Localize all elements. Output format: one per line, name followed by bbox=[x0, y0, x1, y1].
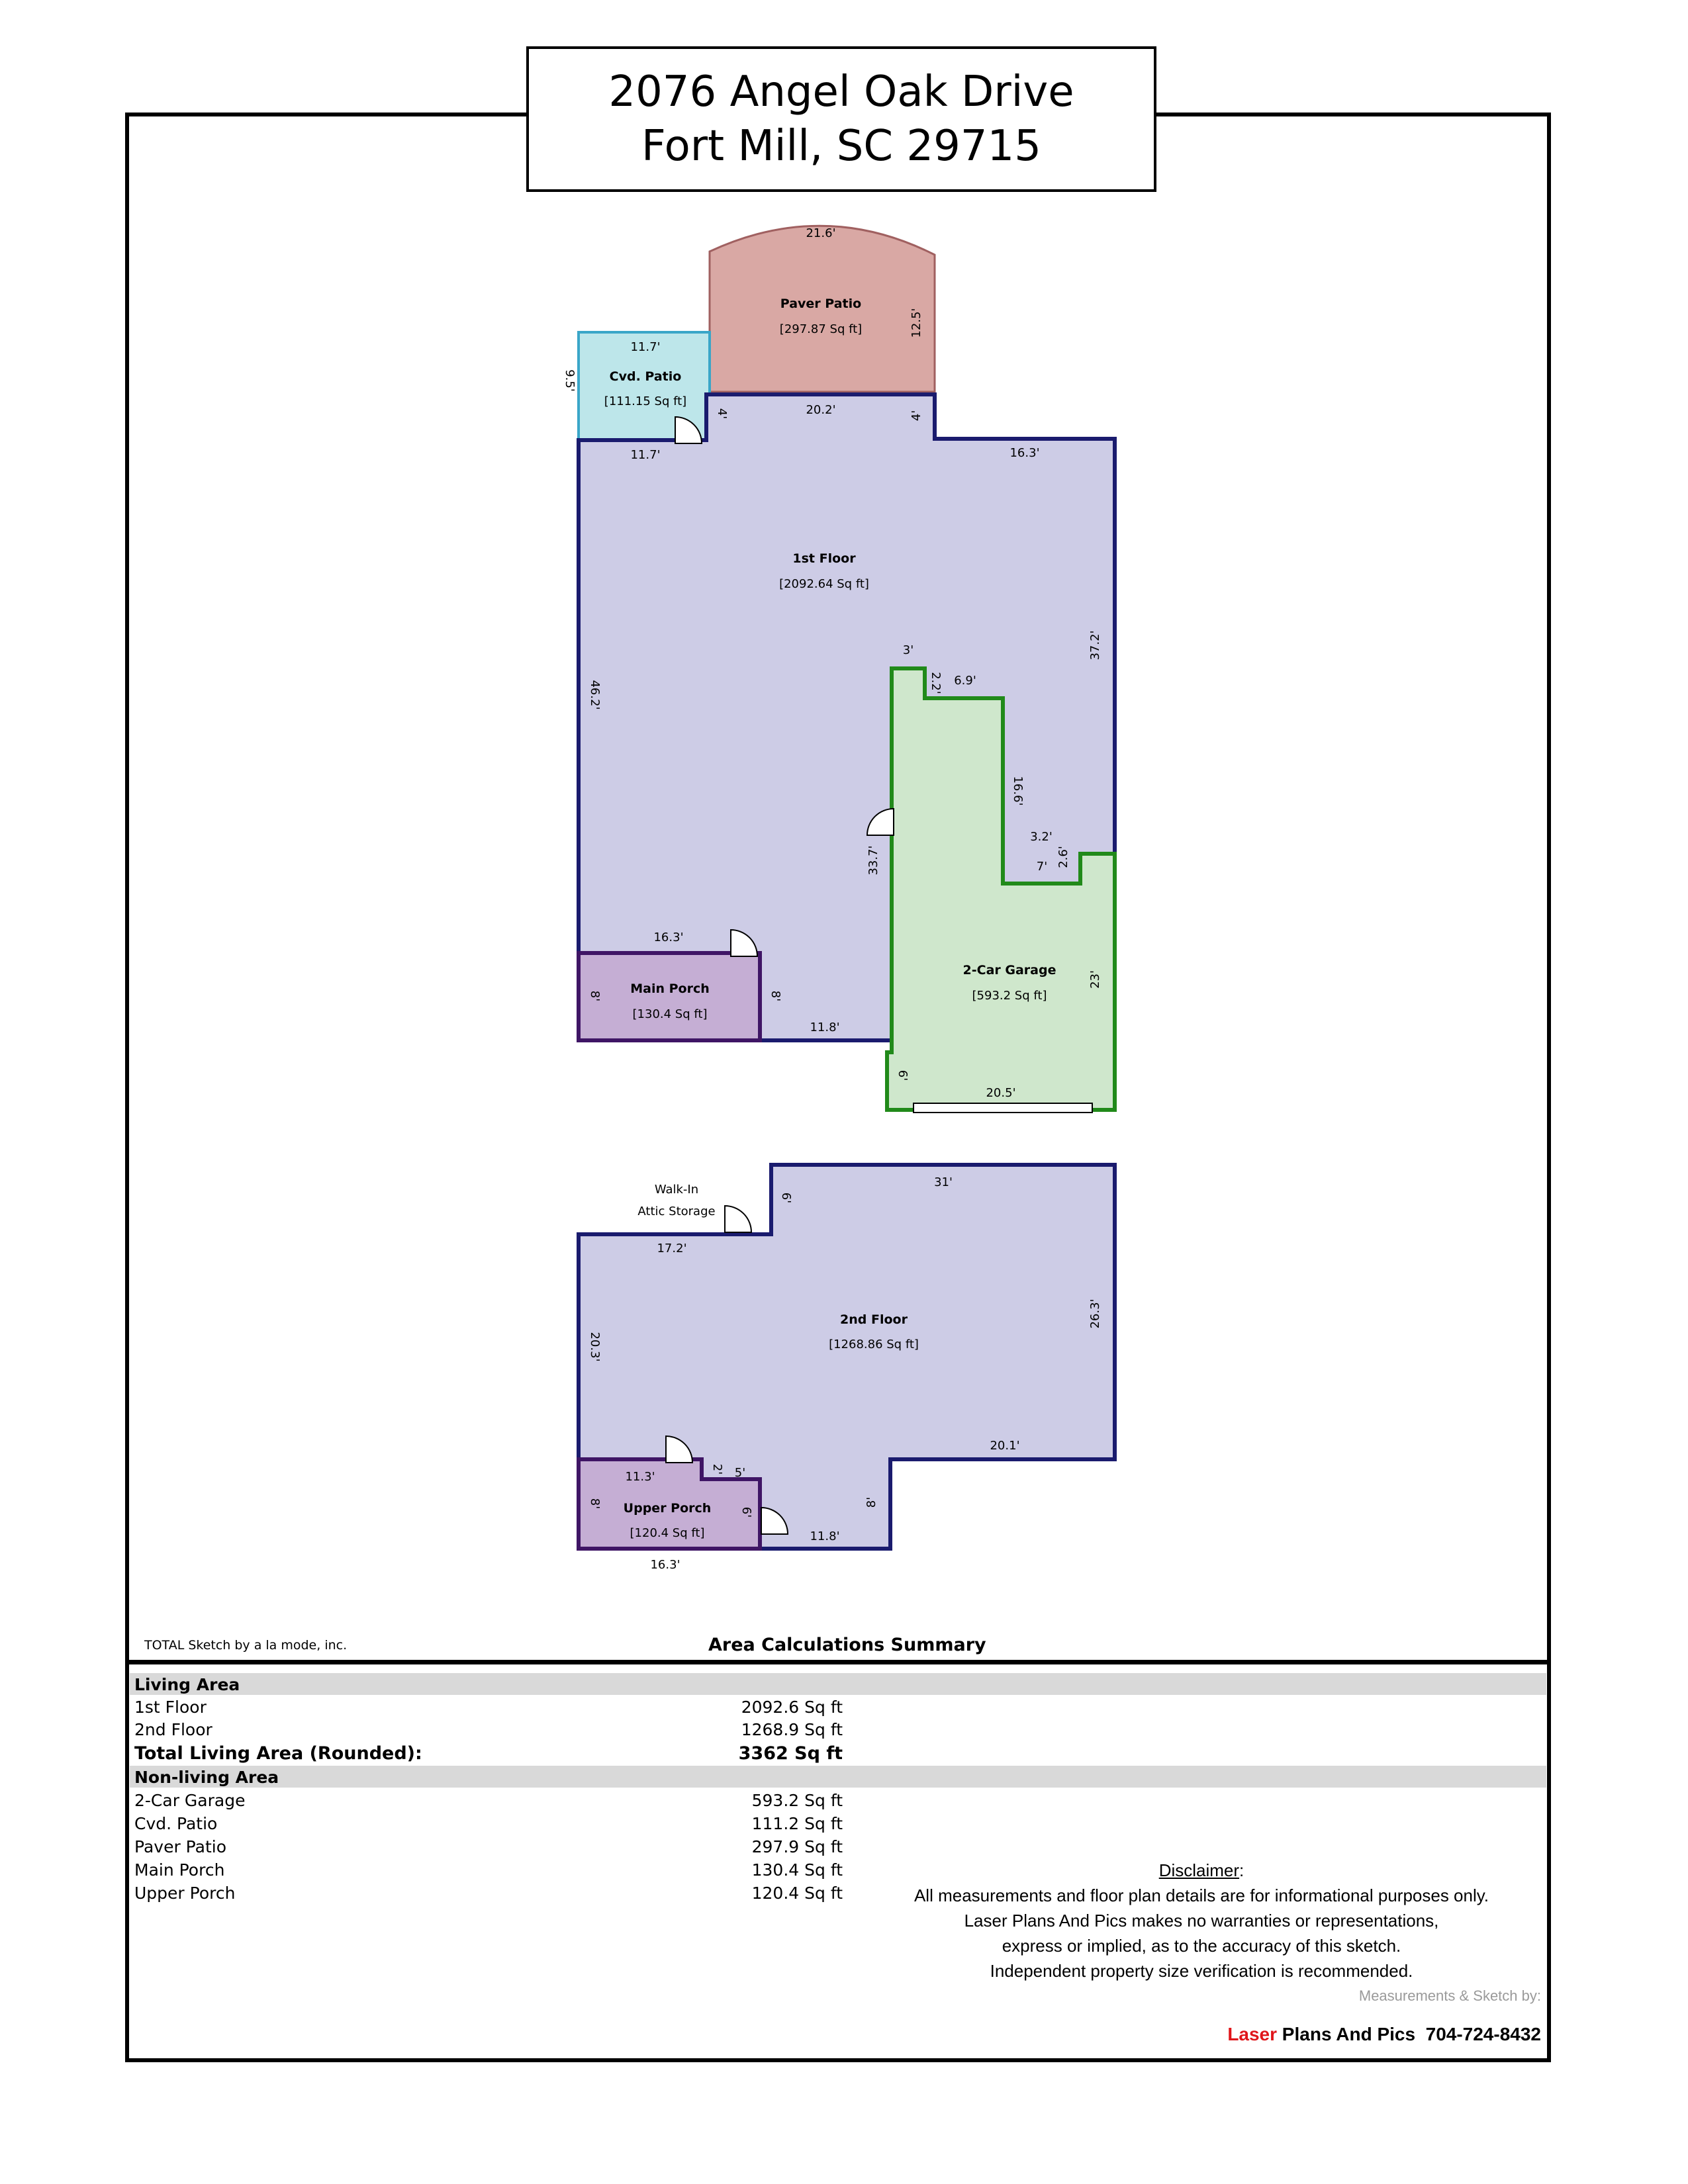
summary-row-value: 297.9 Sq ft bbox=[751, 1837, 843, 1856]
summary-row-value: 130.4 Sq ft bbox=[751, 1860, 843, 1880]
room-label-paver-patio: Paver Patio bbox=[780, 296, 862, 311]
disclaimer-line: Independent property size verification is recommended. bbox=[990, 1961, 1413, 1981]
dimension-label: 12.5' bbox=[910, 308, 923, 338]
summary-row-label: Main Porch bbox=[134, 1860, 225, 1880]
summary-row-value: 120.4 Sq ft bbox=[751, 1884, 843, 1903]
summary-row-label: Cvd. Patio bbox=[134, 1814, 218, 1833]
dimension-label: 8' bbox=[588, 1498, 602, 1510]
brand-rest: Plans And Pics 704-724-8432 bbox=[1277, 2024, 1541, 2044]
dimension-label: 26.3' bbox=[1088, 1298, 1102, 1329]
summary-row-value: 593.2 Sq ft bbox=[751, 1791, 843, 1810]
room-label-cvd-patio: Cvd. Patio bbox=[609, 369, 682, 384]
disclaimer-heading: Disclaimer bbox=[1158, 1860, 1240, 1880]
room-area-cvd-patio: [111.15 Sq ft] bbox=[604, 394, 687, 408]
disclaimer-line: All measurements and floor plan details are for informational purposes only. bbox=[914, 1886, 1489, 1905]
summary-row bbox=[134, 1837, 843, 1860]
nonliving-area-heading: Non-living Area bbox=[134, 1768, 279, 1787]
dimension-label: 3.2' bbox=[1030, 830, 1053, 844]
dimension-label: 21.6' bbox=[806, 226, 836, 240]
summary-divider bbox=[125, 1660, 1551, 1664]
disclaimer-line: express or implied, as to the accuracy of this sketch. bbox=[1002, 1936, 1401, 1956]
room-area-second-floor: [1268.86 Sq ft] bbox=[829, 1338, 919, 1351]
dimension-label: 5' bbox=[734, 1466, 746, 1480]
disclaimer-line: Laser Plans And Pics makes no warranties or representations, bbox=[964, 1911, 1439, 1931]
summary-row bbox=[134, 1791, 843, 1814]
dimension-label: 6' bbox=[739, 1506, 753, 1518]
living-area-heading: Living Area bbox=[134, 1675, 240, 1694]
summary-row-value: 2092.6 Sq ft bbox=[741, 1698, 843, 1717]
dimension-label: 6' bbox=[779, 1192, 793, 1204]
room-area-garage: [593.2 Sq ft] bbox=[972, 989, 1047, 1003]
summary-row bbox=[134, 1860, 843, 1884]
dimension-label: 9.5' bbox=[563, 369, 577, 392]
summary-row-label: Paver Patio bbox=[134, 1837, 226, 1856]
disclaimer: Disclaimer: All measurements and floor plan details are for informational purposes only. Laser Plans And Pics makes no warranties or representations, express or implied, as to the accuracy of this sketch. Independent property size verification is recommended. bbox=[861, 1858, 1542, 1983]
room-area-main-porch: [130.4 Sq ft] bbox=[632, 1007, 708, 1021]
dimension-label: 23' bbox=[1088, 970, 1102, 989]
dimension-label: 4' bbox=[715, 408, 729, 420]
summary-row bbox=[134, 1698, 843, 1721]
garage-door bbox=[914, 1103, 1092, 1113]
summary-title: Area Calculations Summary bbox=[708, 1635, 986, 1655]
summary-row-label: 2nd Floor bbox=[134, 1720, 212, 1739]
summary-row bbox=[134, 1814, 843, 1837]
room-label-main-porch: Main Porch bbox=[630, 981, 710, 996]
summary-row-label: Total Living Area (Rounded): bbox=[134, 1743, 422, 1764]
dimension-label: 33.7' bbox=[867, 845, 880, 876]
dimension-label: 11.8' bbox=[810, 1021, 840, 1034]
dimension-label: 46.2' bbox=[588, 680, 602, 710]
dimension-label: 11.7' bbox=[630, 448, 661, 462]
dimension-label: 6' bbox=[896, 1069, 910, 1081]
summary-row-label: 2-Car Garage bbox=[134, 1791, 246, 1810]
dimension-label: 11.8' bbox=[810, 1529, 840, 1543]
summary-row bbox=[134, 1884, 843, 1907]
total-living-row bbox=[134, 1743, 843, 1766]
software-credit: TOTAL Sketch by a la mode, inc. bbox=[144, 1638, 348, 1653]
summary-row-value: 3362 Sq ft bbox=[738, 1743, 843, 1764]
room-area-upper-porch: [120.4 Sq ft] bbox=[630, 1526, 705, 1540]
dimension-label: 3' bbox=[902, 643, 914, 657]
dimension-label: 16.3' bbox=[653, 931, 684, 944]
dimension-label: 16.3' bbox=[1009, 446, 1040, 460]
summary-row-value: 111.2 Sq ft bbox=[751, 1814, 843, 1833]
dimension-label: 20.5' bbox=[986, 1086, 1016, 1100]
dimension-label: 16.3' bbox=[650, 1558, 680, 1572]
summary-row-label: Upper Porch bbox=[134, 1884, 236, 1903]
brand-highlight: Laser bbox=[1227, 2024, 1278, 2044]
dimension-label: 2.6' bbox=[1056, 846, 1070, 868]
dimension-label: 31' bbox=[934, 1175, 953, 1189]
summary-row bbox=[134, 1720, 843, 1743]
room-label-first-floor: 1st Floor bbox=[792, 551, 856, 566]
dimension-label: 7' bbox=[1036, 860, 1048, 874]
dimension-label: 6.9' bbox=[954, 674, 976, 688]
summary-row-value: 1268.9 Sq ft bbox=[741, 1720, 843, 1739]
dimension-label: 4' bbox=[910, 410, 923, 422]
dimension-label: 20.1' bbox=[990, 1439, 1020, 1453]
room-area-paver-patio: [297.87 Sq ft] bbox=[779, 322, 863, 336]
dimension-label: 2' bbox=[710, 1463, 724, 1475]
dimension-label: 17.2' bbox=[657, 1242, 687, 1255]
address-line-1: 2076 Angel Oak Drive bbox=[608, 68, 1074, 116]
sketch-credit-label: Measurements & Sketch by: bbox=[1358, 1987, 1541, 2004]
dimension-label: 20.3' bbox=[588, 1332, 602, 1362]
dimension-label: 16.6' bbox=[1011, 776, 1025, 806]
dimension-label: 11.7' bbox=[630, 340, 661, 354]
dimension-label: 20.2' bbox=[806, 403, 836, 417]
room-label-second-floor: 2nd Floor bbox=[840, 1312, 908, 1327]
address-line-2: Fort Mill, SC 29715 bbox=[641, 122, 1041, 171]
room-area-first-floor: [2092.64 Sq ft] bbox=[779, 577, 869, 591]
summary-row-label: 1st Floor bbox=[134, 1698, 207, 1717]
dimension-label: 8' bbox=[865, 1496, 878, 1508]
main-porch-shape bbox=[579, 953, 760, 1040]
company-brand bbox=[1227, 2024, 1541, 2045]
dimension-label: 8' bbox=[588, 990, 602, 1002]
room-label-upper-porch: Upper Porch bbox=[623, 1501, 712, 1516]
dimension-label: 37.2' bbox=[1088, 630, 1102, 660]
dimension-label: 11.3' bbox=[625, 1470, 655, 1484]
attic-note: Walk-In bbox=[654, 1183, 699, 1197]
room-label-garage: 2-Car Garage bbox=[962, 963, 1056, 978]
dimension-label: 2.2' bbox=[929, 672, 943, 694]
dimension-label: 8' bbox=[769, 990, 782, 1002]
attic-note: Attic Storage bbox=[637, 1205, 716, 1218]
